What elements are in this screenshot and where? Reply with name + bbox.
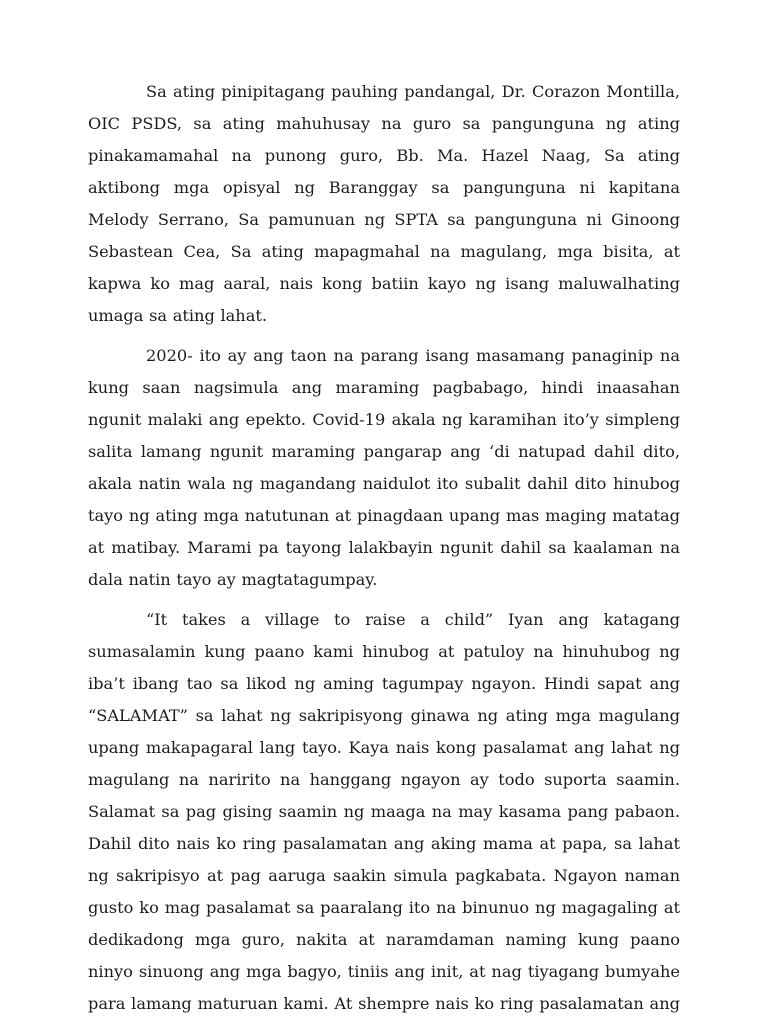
paragraph-2020: 2020- ito ay ang taon na parang isang masamang panaginip na kung saan nagsimula ang maraming pagbabago, hindi inaasahan ngunit malaki ang epekto. Covid-19 akala ng karamihan ito’y simpleng salita lamang ngunit maraming pangarap ang ‘di natupad dahil dito, akala natin wala ng magandang naidulot ito subalit dahil dito hinubog tayo ng ating mga natutunan at pinagdaan upang mas maging matatag at matibay. Marami pa tayong lalakbayin ngunit dahil sa kaalaman na dala natin tayo ay magtatagumpay.: [88, 346, 680, 589]
paragraph-gratitude: “It takes a village to raise a child” Iyan ang katagang sumasalamin kung paano kami hinubog at patuloy na hinuhubog ng iba’t ibang tao sa likod ng aming tagumpay ngayon. Hindi sapat ang “SALAMAT” sa lahat ng sakripisyong ginawa ng ating mga magulang upang makapagaral lang tayo. Kaya nais kong pasalamat ang lahat ng magulang na naririto na hanggang ngayon ay todo suporta saamin. Salamat sa pag gising saamin ng maaga na may kasama pang pabaon. Dahil dito nais ko ring pasalamatan ang aking mama at papa, sa lahat ng sakripisyo at pag aaruga saakin simula pagkabata. Ngayon naman gusto ko mag pasalamat sa paaralang ito na binunuo ng magagaling at dedikadong mga guro, nakita at naramdaman naming kung paano ninyo sinuong ang mga bagyo, tiniis ang init, at nag tiyagang bumyahe para lamang maturuan kami. At shempre nais ko ring pasalamatan ang: [88, 610, 680, 1013]
paragraph-greeting: Sa ating pinipitagang pauhing pandangal, Dr. Corazon Montilla, OIC PSDS, sa ating mahuhusay na guro sa pangunguna ng ating pinakamamahal na punong guro, Bb. Ma. Hazel Naag, Sa ating aktibong mga opisyal ng Baranggay sa pangunguna ni kapitana Melody Serrano, Sa pamunuan ng SPTA sa pangunguna ni Ginoong Sebastean Cea, Sa ating mapagmahal na magulang, mga bisita, at kapwa ko mag aaral, nais kong batiin kayo ng isang maluwalhating umaga sa ating lahat.: [88, 82, 680, 325]
